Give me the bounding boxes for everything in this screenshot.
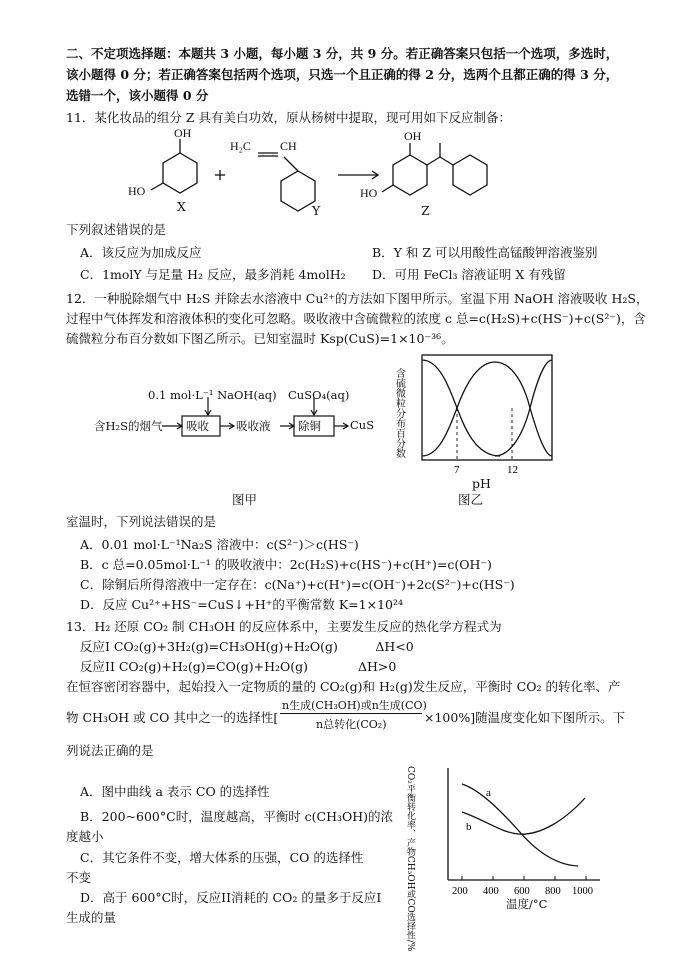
q13-option-a: A．图中曲线 a 表示 CO 的选择性 bbox=[80, 784, 270, 799]
tick-7: 7 bbox=[454, 464, 460, 476]
q13-body-pre: 物 CH₃OH 或 CO 其中之一的选择性[ bbox=[66, 710, 279, 725]
svg-text:OH: OH bbox=[174, 126, 192, 140]
flow-output: CuS bbox=[350, 418, 375, 432]
flow-absorbent-liquid: 吸收液 bbox=[236, 419, 271, 433]
q13-option-c-line1: C．其它条件不变，增大体系的压强，CO 的选择性 bbox=[80, 850, 364, 865]
q13-fraction-denominator: n总转化(CO₂) bbox=[316, 718, 387, 731]
curve-hs bbox=[422, 362, 530, 456]
q11-stem: 11．某化妆品的组分 Z 具有美白功效，原从杨树中提取，现可用如下反应制备： bbox=[66, 110, 512, 125]
q12-option-a: A．0.01 mol·L⁻¹Na₂S 溶液中：c(S²⁻)＞c(HS⁻) bbox=[80, 537, 359, 552]
q12-lead: 室温时，下列说法错误的是 bbox=[66, 514, 217, 529]
chart-yi-ylabel: 含硫微粒分布百分数 bbox=[393, 368, 405, 458]
q11-option-a: A．该反应为加成反应 bbox=[80, 245, 202, 260]
flow-reagent-cuso4: CuSO₄(aq) bbox=[288, 388, 350, 402]
q11-option-d: D．可用 FeCl₃ 溶液证明 X 有残留 bbox=[372, 267, 566, 282]
q13-option-b-line1: B．200~600°C时，温度越高，平衡时 c(CH₃OH)的浓 bbox=[80, 809, 394, 824]
q13-reaction-1: 反应I CO₂(g)+3H₂(g)=CH₃OH(g)+H₂O(g) ΔH<0 bbox=[80, 639, 414, 654]
flow-reagent-naoh: 0.1 mol·L⁻¹ NaOH(aq) bbox=[148, 388, 277, 402]
figure-yi-caption: 图乙 bbox=[458, 492, 484, 507]
section-header-line1: 二、不定项选择题：本题共 3 小题，每小题 3 分，共 9 分。若正确答案只包括一个选项，多选时， bbox=[66, 46, 619, 61]
distribution-chart bbox=[395, 350, 565, 475]
q12-stem-line2: 过程中气体挥发和溶液体积的变化可忽略。吸收液中含硫微粒的浓度 c 总=c(H₂S)+c(HS⁻)+c(S²⁻)，含 bbox=[66, 311, 646, 326]
xtick-400: 400 bbox=[483, 886, 499, 897]
flow-box-copper-removal: 除铜 bbox=[298, 419, 321, 433]
q12-option-d: D．反应 Cu²⁺+HS⁻=CuS↓+H⁺的平衡常数 K=1×10²⁴ bbox=[80, 597, 403, 612]
svg-text:H₂C: H₂C bbox=[230, 139, 251, 153]
q13-fraction-numerator: n生成(CH₃OH)或n生成(CO) bbox=[282, 699, 427, 712]
q13-fraction-bar bbox=[280, 713, 422, 714]
q12-option-c: C．除铜后所得溶液中一定存在：c(Na⁺)+c(H⁺)=c(OH⁻)+2c(S²⁻)+c(HS⁻) bbox=[80, 577, 515, 592]
temperature-chart bbox=[400, 760, 600, 952]
q12-option-b: B．c 总=0.05mol·L⁻¹ 的吸收液中：2c(H₂S)+c(HS⁻)+c(H⁺)=c(OH⁻) bbox=[80, 557, 492, 572]
q12-stem-line3: 硫微粒分布百分数如下图乙所示。已知室温时 Ksp(CuS)=1×10⁻³⁶。 bbox=[66, 331, 454, 346]
q13-option-b-line2: 度越小 bbox=[66, 829, 104, 844]
xtick-600: 600 bbox=[514, 886, 530, 897]
svg-text:HO: HO bbox=[128, 184, 146, 198]
q13-body-post: ×100%]随温度变化如下图所示。下 bbox=[424, 710, 626, 725]
xtick-800: 800 bbox=[545, 886, 561, 897]
q13-body-line1: 在恒容密闭容器中，起始投入一定物质的量的 CO₂(g)和 H₂(g)发生反应，平衡时 CO₂ 的转化率、产 bbox=[66, 679, 621, 694]
q11-lead: 下列叙述错误的是 bbox=[66, 222, 167, 237]
figure-jia-caption: 图甲 bbox=[232, 492, 258, 507]
q13-option-d-line2: 生成的量 bbox=[66, 910, 117, 925]
mol-y-label: Y bbox=[312, 203, 321, 218]
flow-input-gas: 含H₂S的烟气 bbox=[94, 419, 163, 433]
chart-yi-xlabel: pH bbox=[472, 476, 491, 491]
svg-text:CH: CH bbox=[280, 139, 297, 153]
q13-stem: 13．H₂ 还原 CO₂ 制 CH₃OH 的反应体系中，主要发生反应的热化学方程式为 bbox=[66, 619, 502, 634]
temp-chart-xlabel: 温度/°C bbox=[506, 897, 548, 911]
temp-chart-ylabel: CO₂平衡转化率、产物CH₃OH或CO选择性/% bbox=[405, 766, 415, 952]
curve-a-label: a bbox=[486, 787, 491, 799]
xtick-1000: 1000 bbox=[572, 886, 593, 897]
chart-frame bbox=[422, 355, 552, 460]
curve-s2 bbox=[495, 360, 552, 456]
curve-h2s bbox=[422, 360, 500, 456]
q12-stem-line1: 12．一种脱除烟气中 H₂S 并除去水溶液中 Cu²⁺的方法如下图甲所示。室温下用 NaOH 溶液吸收 H₂S， bbox=[66, 291, 649, 306]
svg-text:HO: HO bbox=[360, 186, 378, 200]
svg-text:OH: OH bbox=[404, 129, 422, 143]
q11-option-b: B．Y 和 Z 可以用酸性高锰酸钾溶液鉴别 bbox=[372, 245, 598, 260]
mol-x-label: X bbox=[177, 199, 186, 214]
curve-a bbox=[462, 784, 578, 866]
q13-option-d-line1: D．高于 600°C时，反应II消耗的 CO₂ 的量多于反应I bbox=[80, 890, 382, 905]
flow-box-absorb: 吸收 bbox=[186, 419, 209, 433]
x-benzene-ring bbox=[163, 153, 197, 193]
curve-b-label: b bbox=[466, 821, 472, 833]
section-header-line2: 该小题得 0 分；若正确答案包括两个选项，只选一个且正确的得 2 分，选两个且都正确的得 3 分， bbox=[66, 67, 619, 82]
y-benzene-ring bbox=[281, 171, 315, 211]
section-header-line3: 选错一个，该小题得 0 分 bbox=[66, 88, 209, 103]
mol-z-label: Z bbox=[421, 203, 430, 218]
z-benzene-ring-2 bbox=[453, 155, 487, 195]
q13-lead: 列说法正确的是 bbox=[66, 743, 154, 758]
q13-option-c-line2: 不变 bbox=[66, 870, 92, 885]
curve-b bbox=[462, 798, 585, 834]
q11-option-c: C．1molY 与足量 H₂ 反应，最多消耗 4molH₂ bbox=[80, 267, 346, 282]
xtick-200: 200 bbox=[452, 886, 468, 897]
z-benzene-ring-1 bbox=[393, 155, 427, 195]
q13-reaction-2: 反应II CO₂(g)+H₂(g)=CO(g)+H₂O(g) ΔH>0 bbox=[80, 659, 397, 674]
tick-12: 12 bbox=[507, 464, 518, 476]
